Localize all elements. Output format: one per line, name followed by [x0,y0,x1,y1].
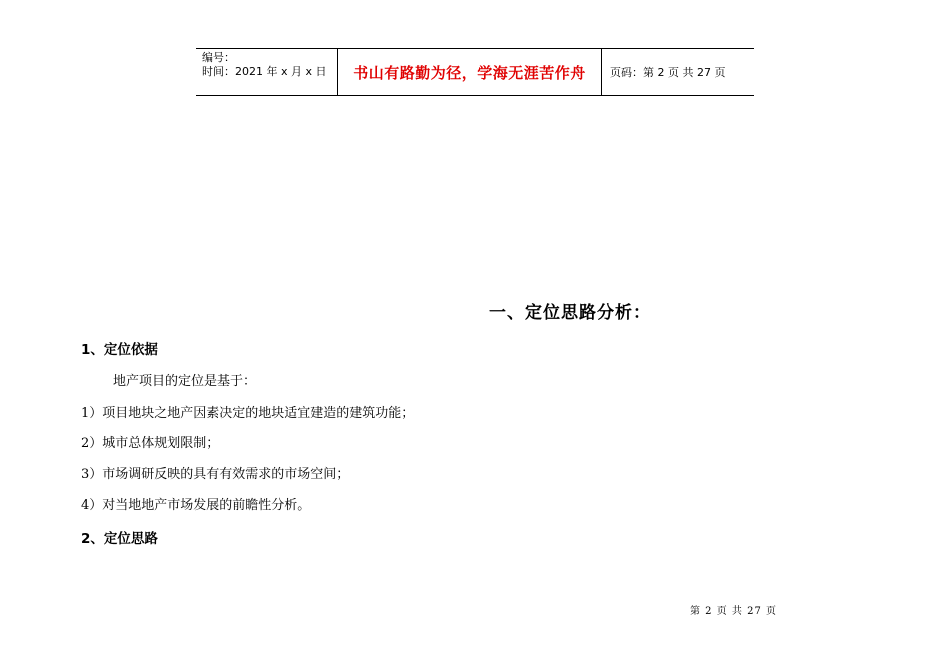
section-heading-text: 一、定位思路分析： [489,303,651,323]
list-item: 1）项目地块之地产因素决定的地块适宜建造的建筑功能； [81,406,415,421]
header-info-cell [196,49,338,95]
header-page-number: 页码：第 2 页 共 27 页 [610,66,726,79]
header-motto: 书山有路勤为径，学海无涯苦作舟 [338,49,602,95]
list-item: 3）市场调研反映的具有有效需求的市场空间； [81,467,350,482]
intro-paragraph: 地产项目的定位是基于： [113,374,257,389]
list-item: 4）对当地地产市场发展的前瞻性分析。 [81,498,311,513]
section-heading [0,298,950,323]
number-label: 编号： [202,51,235,64]
section2-title: 2、定位思路 [81,531,158,547]
date-label: 时间：2021 年 x 月 x 日 [202,65,327,78]
section1-title: 1、定位依据 [81,342,158,358]
footer-page-number: 第 2 页 共 27 页 [690,606,777,617]
document-header [196,48,754,96]
list-item: 2）城市总体规划限制； [81,436,220,451]
